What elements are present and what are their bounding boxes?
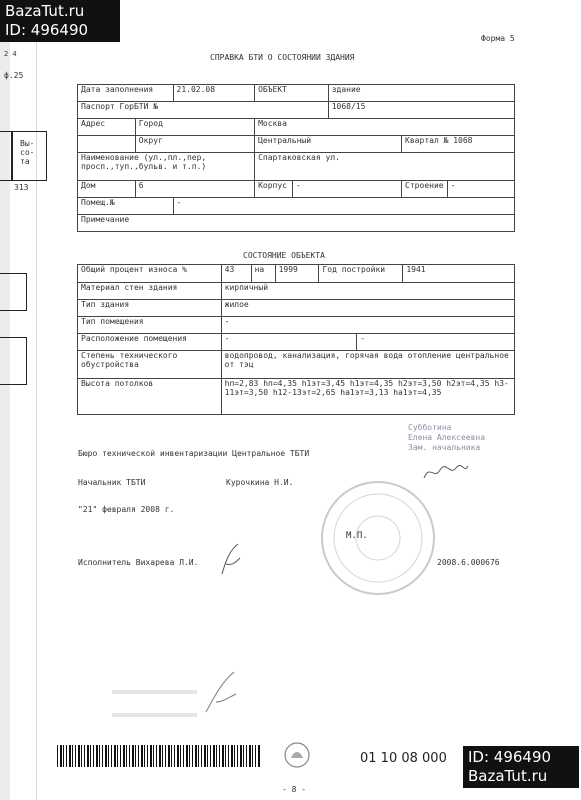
watermark-site: BazaTut.ru (468, 767, 548, 785)
korpus-label: Корпус (255, 181, 293, 198)
page-number: - 8 - (282, 785, 307, 794)
margin-number: 313 (14, 183, 29, 192)
chief-label: Начальник ТБТИ (78, 478, 146, 487)
watermark-id: ID: 496490 (468, 748, 552, 766)
document-number: 2008.6.000676 (437, 558, 500, 567)
barcode-number: 01 10 08 000 (360, 751, 447, 766)
page-title: СПРАВКА БТИ О СОСТОЯНИИ ЗДАНИЯ (210, 53, 355, 62)
building-state-table (77, 264, 515, 415)
lower-signature (200, 668, 244, 718)
room-type-label: Тип помещения (78, 317, 222, 334)
stamp-surname: Субботина (408, 423, 452, 432)
walls-value: кирпичный (221, 283, 514, 300)
round-seal-icon (318, 478, 438, 598)
ceiling-label: Высота потолков (78, 379, 222, 415)
street-name-value: Спартаковская ул. (255, 153, 515, 181)
margin-box-2 (0, 273, 27, 311)
margin-form: ф.25 (4, 71, 24, 80)
building-value: - (447, 181, 514, 198)
faded-stamp-line-2 (112, 713, 197, 717)
building-info-table (77, 84, 515, 232)
stamp-position: Зам. начальника (408, 443, 481, 452)
location-value-1: - (221, 334, 357, 351)
wear-on: на (251, 265, 275, 283)
watermark-site: BazaTut.ru (5, 2, 85, 20)
house-value: 6 (135, 181, 254, 198)
location-value-2: - (357, 334, 515, 351)
equip-value: водопровод, канализация, горячая вода отопление центральное от тэц (221, 351, 514, 379)
date-label: Дата заполнения (78, 85, 174, 102)
passport-label: Паспорт ГорБТИ № (78, 102, 329, 119)
margin-box (11, 131, 47, 181)
scan-page-edge (0, 0, 10, 800)
state-title: СОСТОЯНИЕ ОБЪЕКТА (243, 251, 325, 260)
margin-marks: 2 4 (4, 50, 17, 58)
house-label: Дом (78, 181, 136, 198)
seal-mp: М.П. (346, 531, 368, 541)
date-value: 21.02.08 (173, 85, 255, 102)
room-type-value: - (221, 317, 514, 334)
ceiling-value: hп=2,83 hп=4,35 h1эт=3,45 h1эт=4,35 h2эт=3,50 h2эт=4,35 h3-11эт=3,50 h12-13эт=2,65 hа1эт=3,13 hа1эт=4,35 (221, 379, 514, 415)
address-blank (78, 136, 136, 153)
scan-page-fold (36, 0, 37, 800)
built-value: 1941 (403, 265, 515, 283)
object-label: ОБЪЕКТ (255, 85, 329, 102)
city-label: Город (135, 119, 254, 136)
district-value: Центральный (255, 136, 402, 153)
emblem-icon (282, 740, 312, 770)
city-value: Москва (255, 119, 515, 136)
room-value: - (173, 198, 514, 215)
note-label: Примечание (78, 215, 515, 232)
barcode (57, 745, 261, 767)
street-name-label: Наименование (ул.,пл.,пер, просп.,туп.,бульв. и т.п.) (78, 153, 255, 181)
object-value: здание (328, 85, 514, 102)
watermark-bottom (463, 746, 579, 788)
watermark-top (0, 0, 120, 42)
date-line: "21" февраля 2008 г. (78, 505, 175, 514)
executor-signature (216, 540, 246, 580)
district-label: Округ (135, 136, 254, 153)
watermark-id: ID: 496490 (5, 21, 89, 39)
type-label: Тип здания (78, 300, 222, 317)
form-label: Форма 5 (481, 34, 515, 43)
bureau-line: Бюро технической инвентаризации Центральное ТБТИ (78, 449, 310, 458)
walls-label: Материал стен здания (78, 283, 222, 300)
equip-label: Степень технического обустройства (78, 351, 222, 379)
korpus-value: - (293, 181, 402, 198)
room-label: Помещ.№ (78, 198, 174, 215)
address-label: Адрес (78, 119, 136, 136)
wear-label: Общий процент износа % (78, 265, 222, 283)
block-value: Квартал № 1068 (402, 136, 515, 153)
location-label: Расположение помещения (78, 334, 222, 351)
faded-stamp-line-1 (112, 690, 197, 694)
chief-name: Курочкина Н.И. (226, 478, 294, 487)
executor-line: Исполнитель Вихарева Л.И. (78, 558, 199, 567)
margin-vertical-label: Вы- со- та (20, 139, 35, 166)
type-value: жилое (221, 300, 514, 317)
passport-value: 1068/15 (328, 102, 514, 119)
stamp-name: Елена Алексеевна (408, 433, 486, 442)
building-label: Строение (402, 181, 448, 198)
wear-value: 43 (221, 265, 251, 283)
wear-year: 1999 (275, 265, 319, 283)
margin-box-3 (0, 337, 27, 385)
official-stamp-text (408, 423, 518, 453)
built-label: Год постройки (319, 265, 403, 283)
